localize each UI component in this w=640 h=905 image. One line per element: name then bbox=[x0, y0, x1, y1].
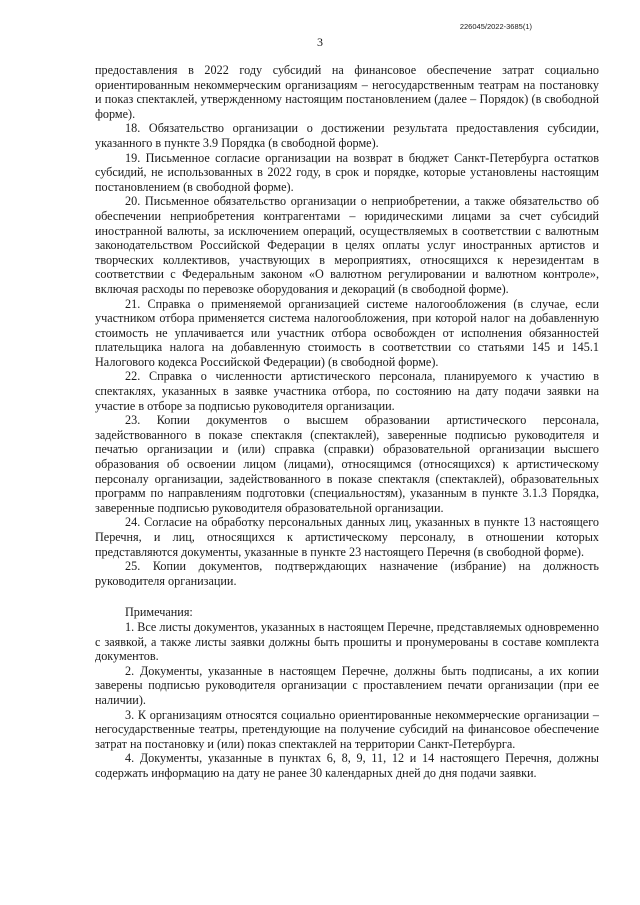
note-item-1: 1. Все листы документов, указанных в настоящем Перечне, представляемых одновременно с заявкой, а также листы заявки должны быть прошиты и пронумерованы в составе комплекта документов. bbox=[95, 619, 599, 664]
document-body bbox=[95, 63, 599, 781]
paragraph-item-18: 18. Обязательство организации о достижении результата предоставления субсидии, указанного в пункте 3.9 Порядка (в свободной форме). bbox=[95, 121, 599, 150]
paragraph-item-21: 21. Справка о применяемой организацией системе налогообложения (в случае, если участником отбора применяется система налогообложения, при которой налог на добавленную стоимость не уплачивается или участник отбора освобожден от исполнения обязанностей плательщика налога на добавленную стоимость в соответствии со статьями 145 и 145.1 Налогового кодекса Российской Федерации) (в свободной форме). bbox=[95, 296, 599, 369]
document-id: 226045/2022-3685(1) bbox=[459, 22, 532, 31]
note-item-3: 3. К организациям относятся социально ориентированные некоммерческие организации – негосударственные театры, претендующие на получение субсидий на финансовое обеспечение затрат на постановку и (или) показ спектаклей на территории Санкт-Петербурга. bbox=[95, 707, 599, 751]
paragraph-item-23: 23. Копии документов о высшем образовании артистического персонала, задействованного в показе спектакля (спектаклей), заверенные подписью руководителя и печатью организации и (или) справка (справки) образовательной организации высшего образования об освоении лицом (лицами), относящимся (относящихся) к артистическому персоналу организации, задействованного в показе спектакля (спектаклей), образовательных программ по направлениям подготовки (специальностям), указанным в пункте 3.1.3 Порядка, заверенные подписью руководителя образовательной организации. bbox=[95, 413, 599, 515]
paragraph-item-22: 22. Справка о численности артистического персонала, планируемого к участию в спектаклях, указанных в заявке участника отбора, по состоянию на дату подачи заявки на участие в отборе за подписью руководителя организации. bbox=[95, 369, 599, 413]
notes-heading: Примечания: bbox=[125, 605, 193, 620]
note-item-2: 2. Документы, указанные в настоящем Перечне, должны быть подписаны, а их копии заверены подписью руководителя организации с проставлением печати организации (при ее наличии). bbox=[95, 663, 599, 707]
note-item-4: 4. Документы, указанные в пунктах 6, 8, 9, 11, 12 и 14 настоящего Перечня, должны содержать информацию на дату не ранее 30 календарных дней до дня подачи заявки. bbox=[95, 751, 599, 780]
paragraph-item-25: 25. Копии документов, подтверждающих назначение (избрание) на должность руководителя организации. bbox=[95, 559, 599, 588]
page-number: 3 bbox=[317, 35, 323, 49]
paragraph-item-20: 20. Письменное обязательство организации о неприобретении, а также обязательство об обеспечении неприобретения контрагентами – юридическими лицами за счет субсидий иностранной валюты, за исключением операций, осуществляемых в соответствии с валютным законодательством Российской Федерации в целях оплаты услуг иностранных артистов и творческих коллективов, участвующих в мероприятиях, относящихся к нерезидентам в соответствии с Федеральным законом «О валютном регулировании и валютном контроле», включая расходы по перевозке оборудования и декораций (в свободной форме). bbox=[95, 194, 599, 296]
paragraph-item-24: 24. Согласие на обработку персональных данных лиц, указанных в пункте 13 настоящего Перечня, и лиц, относящихся к артистическому персоналу, в отношении которых представляются документы, указанные в пункте 23 настоящего Перечня (в свободной форме). bbox=[95, 515, 599, 559]
paragraph-item-19: 19. Письменное согласие организации на возврат в бюджет Санкт-Петербурга остатков субсидий, не использованных в 2022 году, в срок и порядке, которые установлены настоящим постановлением (в свободной форме). bbox=[95, 150, 599, 194]
paragraph-continuation: предоставления в 2022 году субсидий на финансовое обеспечение затрат социально ориентированным некоммерческим организациям – негосударственным театрам на постановку и показ спектаклей, утвержденному настоящим постановлением (далее – Порядок) (в свободной форме). bbox=[95, 63, 599, 121]
